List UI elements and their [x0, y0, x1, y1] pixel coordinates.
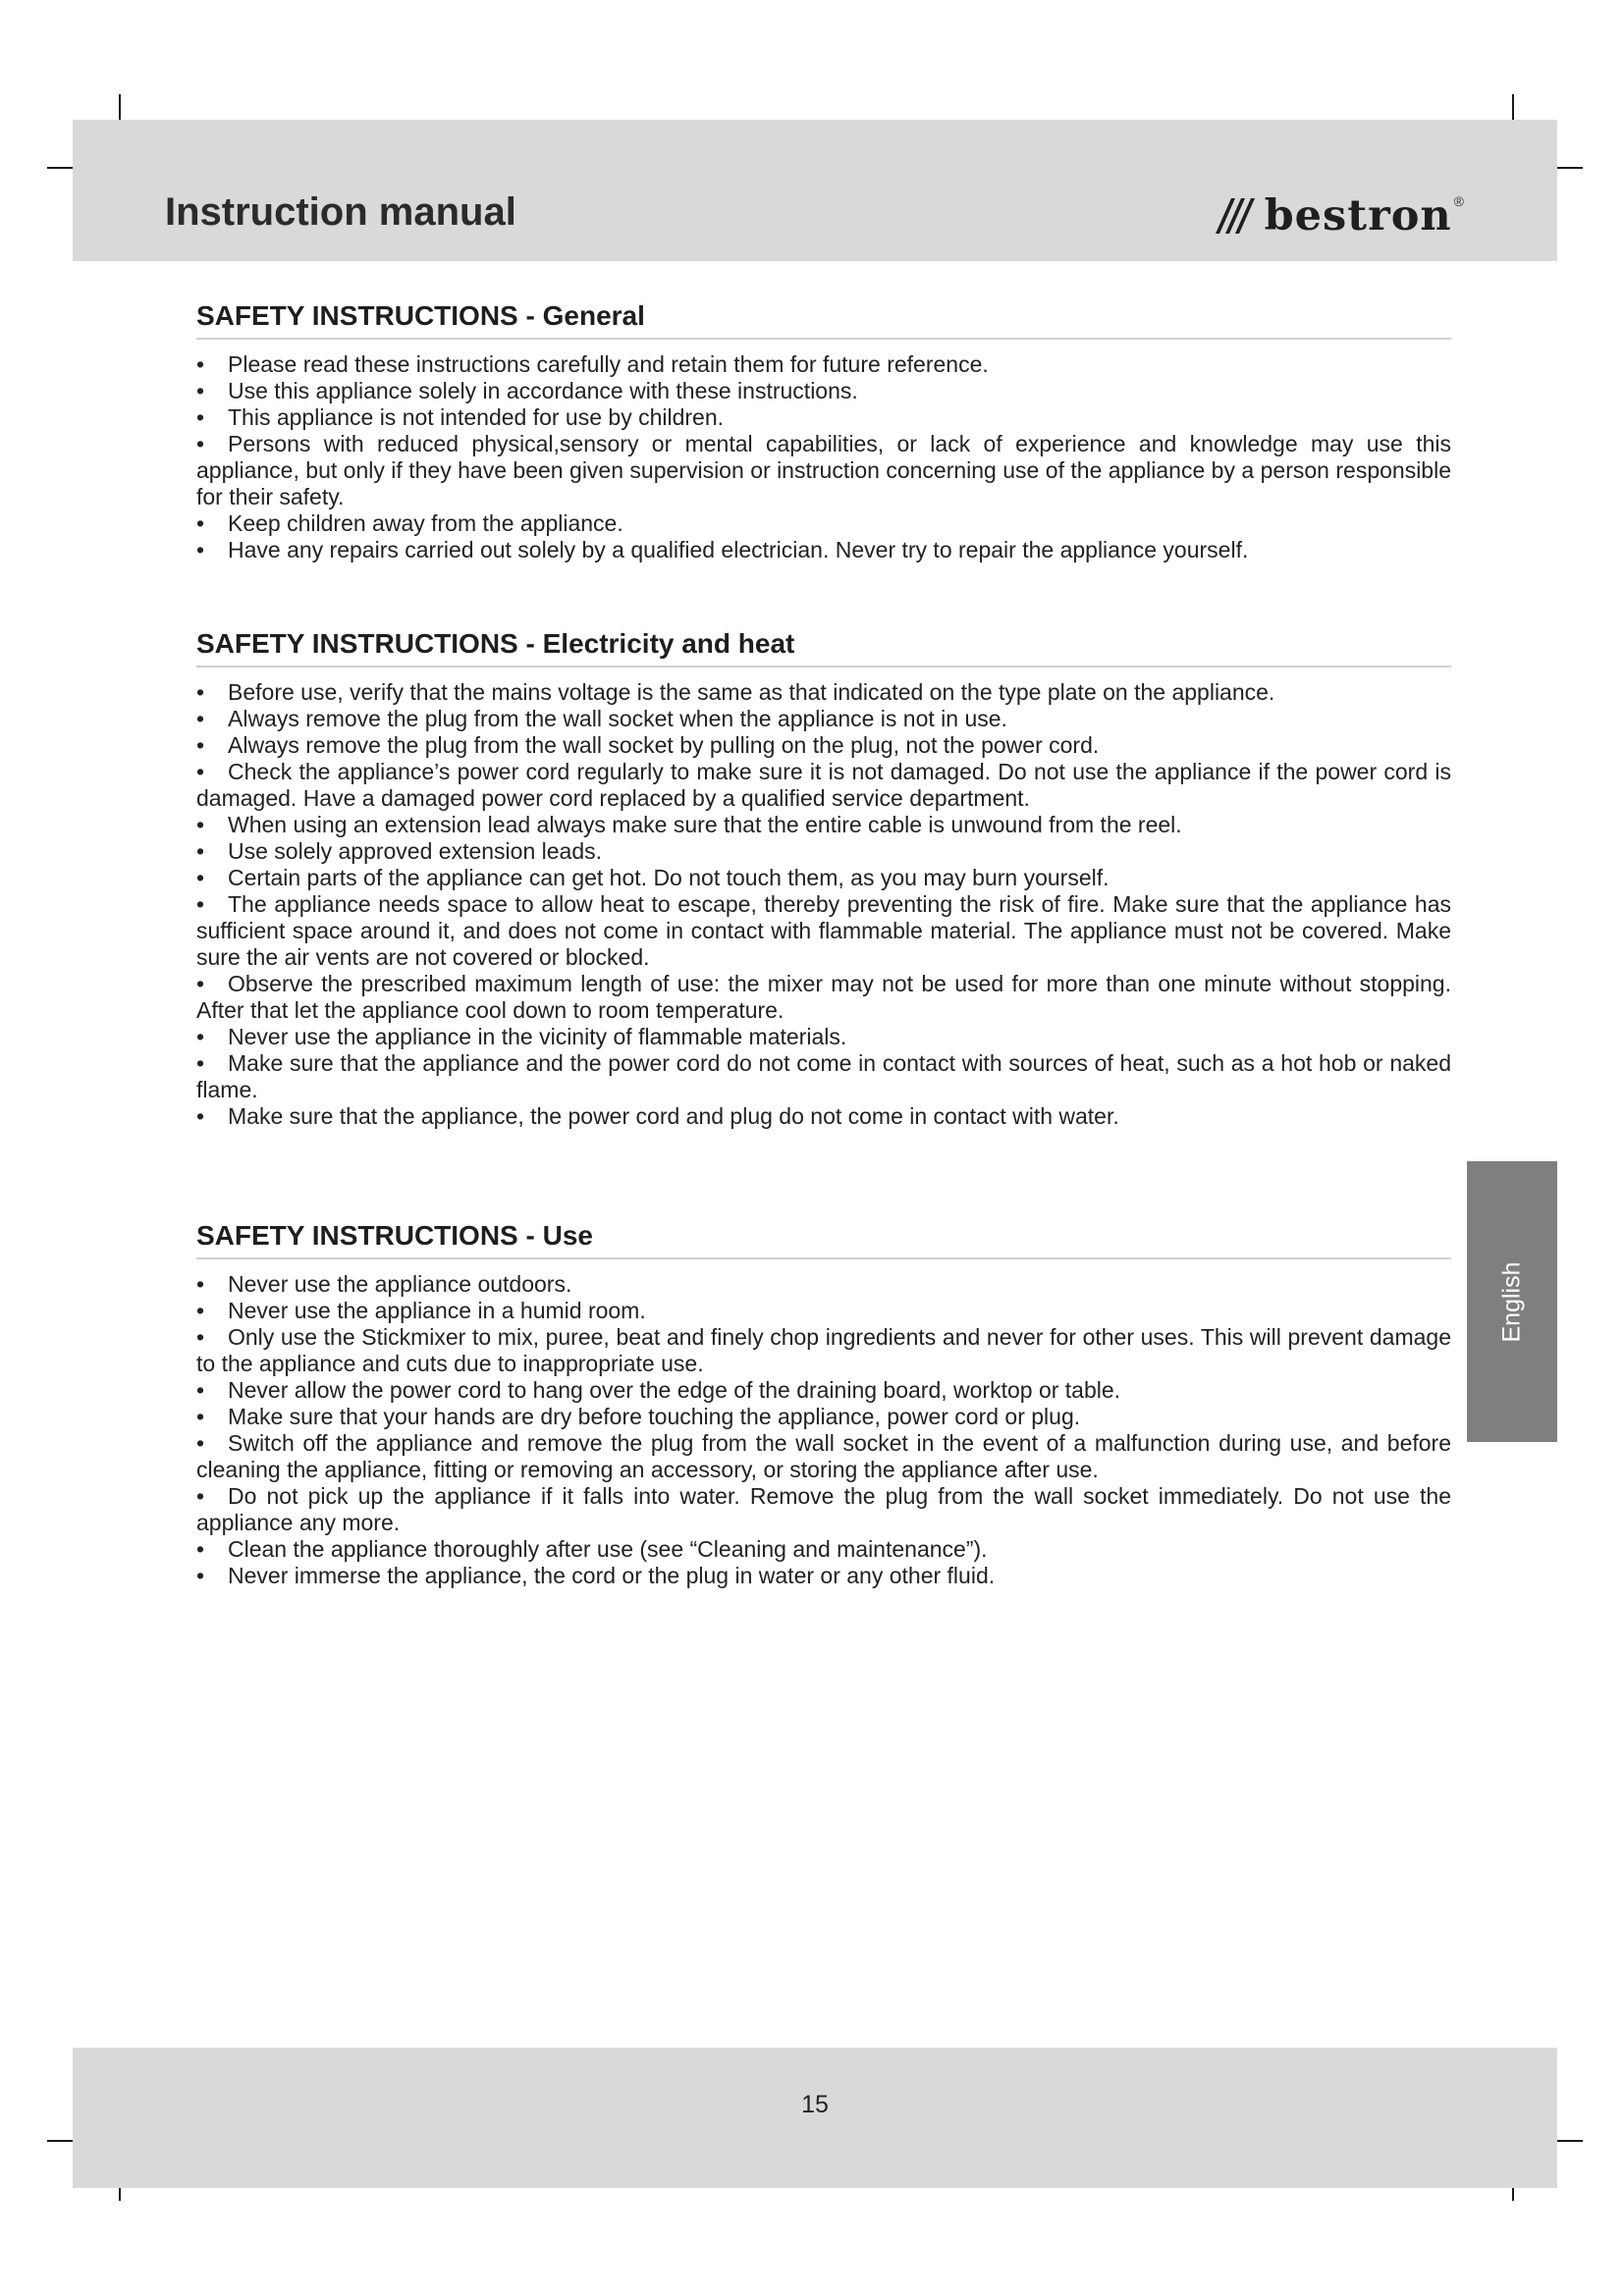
bullet-list — [196, 679, 1451, 1130]
bullet-list — [196, 1271, 1451, 1589]
list-item: • Never allow the power cord to hang over the edge of the draining board, worktop or table. — [196, 1377, 1121, 1403]
bullet: • — [196, 378, 205, 403]
list-item: • Certain parts of the appliance can get hot. Do not touch them, as you may burn yourself. — [196, 865, 1110, 890]
bullet: • — [196, 1298, 205, 1323]
list-item: • Do not pick up the appliance if it falls into water. Remove the plug from the wall socket immediately. Do not use the appliance any more. — [196, 1483, 1451, 1535]
bullet: • — [196, 404, 205, 430]
list-item: • Always remove the plug from the wall socket by pulling on the plug, not the power cord. — [196, 732, 1100, 758]
list-item: • Never immerse the appliance, the cord or the plug in water or any other fluid. — [196, 1563, 996, 1588]
list-item: • Use this appliance solely in accordance with these instructions. — [196, 378, 858, 403]
list-item: • Before use, verify that the mains voltage is the same as that indicated on the type plate on the appliance. — [196, 679, 1275, 705]
bullet: • — [196, 891, 205, 917]
brand-registered-mark: ® — [1453, 193, 1464, 209]
list-item: • Have any repairs carried out solely by a qualified electrician. Never try to repair the appliance yourself. — [196, 537, 1249, 562]
bullet: • — [196, 1404, 205, 1429]
bullet: • — [196, 1483, 205, 1509]
section-electricity-and-heat — [196, 628, 1451, 1130]
section-title: SAFETY INSTRUCTIONS - Use — [196, 1220, 1451, 1259]
bullet: • — [196, 971, 205, 996]
bullet: • — [196, 706, 205, 731]
bullet: • — [196, 537, 205, 562]
list-item: • When using an extension lead always make sure that the entire cable is unwound from the reel. — [196, 812, 1182, 837]
list-item: • Never use the appliance in a humid room. — [196, 1298, 646, 1323]
page-number: 15 — [801, 2091, 829, 2118]
bullet: • — [196, 812, 205, 837]
header-title: Instruction manual — [165, 190, 516, 234]
list-item: • This appliance is not intended for use by children. — [196, 404, 725, 430]
section-use — [196, 1220, 1451, 1589]
section-title: SAFETY INSTRUCTIONS - Electricity and heat — [196, 628, 1451, 667]
list-item: • Use solely approved extension leads. — [196, 838, 603, 864]
list-item: • Never use the appliance outdoors. — [196, 1271, 572, 1297]
section-title: SAFETY INSTRUCTIONS - General — [196, 300, 1451, 340]
bullet: • — [196, 732, 205, 758]
list-item: • Keep children away from the appliance. — [196, 510, 623, 536]
page-footer — [73, 2048, 1557, 2188]
bullet: • — [196, 865, 205, 890]
list-item: • Only use the Stickmixer to mix, puree, beat and finely chop ingredients and never for other uses. This will prevent damage to the appliance and cuts due to inappropriate use. — [196, 1324, 1451, 1376]
bullet: • — [196, 1324, 205, 1350]
list-item: • Switch off the appliance and remove the plug from the wall socket in the event of a malfunction during use, and before cleaning the appliance, fitting or removing an accessory, or storing the appliance after use. — [196, 1430, 1451, 1482]
list-item: • Make sure that your hands are dry before touching the appliance, power cord or plug. — [196, 1404, 1081, 1429]
bullet: • — [196, 1050, 205, 1076]
bullet: • — [196, 679, 205, 705]
section-general — [196, 300, 1451, 563]
bullet: • — [196, 759, 205, 784]
list-item: • Clean the appliance thoroughly after use (see “Cleaning and maintenance”). — [196, 1536, 988, 1562]
bullet: • — [196, 510, 205, 536]
bullet: • — [196, 1103, 205, 1129]
language-tab — [1467, 1161, 1557, 1442]
list-item: • Never use the appliance in the vicinity of flammable materials. — [196, 1024, 847, 1049]
bullet: • — [196, 1271, 205, 1297]
list-item: • Check the appliance’s power cord regularly to make sure it is not damaged. Do not use the appliance if the power cord is damaged. Have a damaged power cord replaced by a qualified service department. — [196, 759, 1451, 811]
bullet: • — [196, 1024, 205, 1049]
list-item: • The appliance needs space to allow heat to escape, thereby preventing the risk of fire. Make sure that the appliance has sufficient space around it, and does not come in contact with flammable material. The appliance must not be covered. Make sure the air vents are not covered or blocked. — [196, 891, 1451, 970]
list-item: • Make sure that the appliance, the power cord and plug do not come in contact with water. — [196, 1103, 1119, 1129]
bullet: • — [196, 351, 205, 377]
bullet: • — [196, 1563, 205, 1588]
bullet: • — [196, 1430, 205, 1456]
bullet: • — [196, 1377, 205, 1403]
language-label: English — [1497, 1261, 1526, 1342]
list-item: • Make sure that the appliance and the power cord do not come in contact with sources of heat, such as a hot hob or naked flame. — [196, 1050, 1451, 1102]
page-header — [73, 120, 1557, 261]
brand-name: bestron — [1264, 191, 1452, 240]
bullet-list — [196, 351, 1451, 563]
bullet: • — [196, 431, 205, 456]
brand-logo — [1214, 190, 1464, 241]
brand-chevrons-icon — [1214, 194, 1257, 238]
list-item: • Observe the prescribed maximum length of use: the mixer may not be used for more than one minute without stopping. After that let the appliance cool down to room temperature. — [196, 971, 1451, 1023]
bullet: • — [196, 838, 205, 864]
list-item: • Always remove the plug from the wall socket when the appliance is not in use. — [196, 706, 1007, 731]
bullet: • — [196, 1536, 205, 1562]
list-item: • Please read these instructions carefully and retain them for future reference. — [196, 351, 989, 377]
list-item: • Persons with reduced physical,sensory or mental capabilities, or lack of experience and knowledge may use this appliance, but only if they have been given supervision or instruction concerning use of the appliance by a person responsible for their safety. — [196, 431, 1451, 509]
